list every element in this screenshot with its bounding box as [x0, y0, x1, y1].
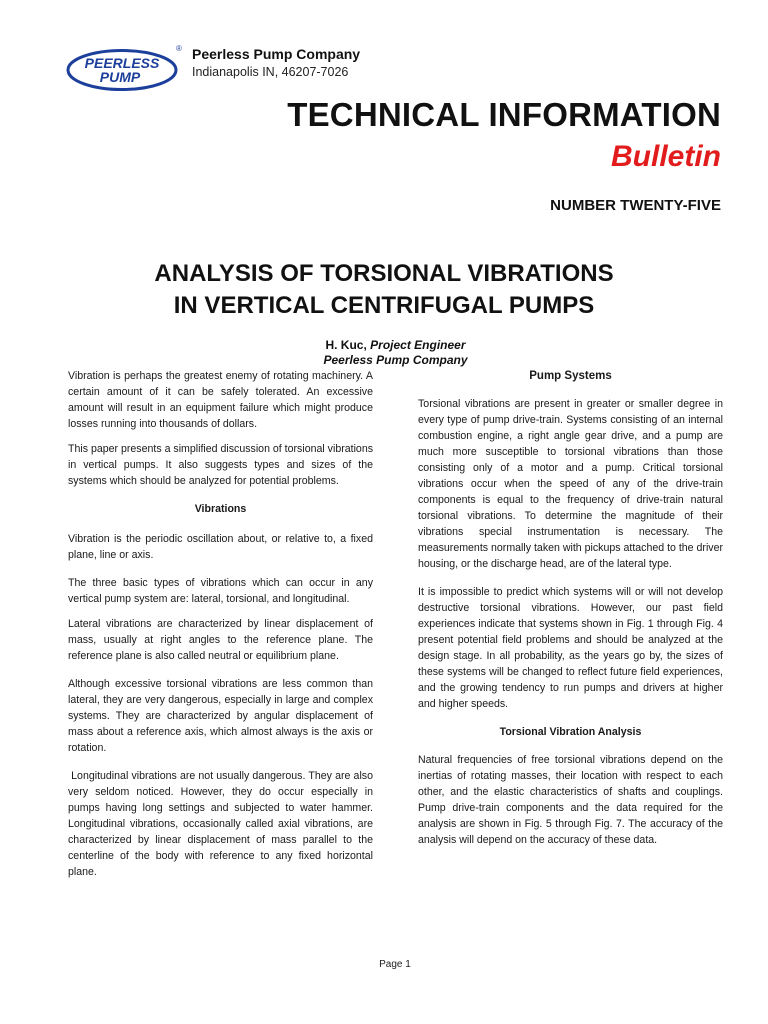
masthead-title: TECHNICAL INFORMATION: [287, 96, 721, 133]
paragraph: The three basic types of vibrations which can occur in any vertical pump system are: lateral, torsional, and longitudinal.: [68, 577, 373, 605]
registered-mark: ®: [176, 44, 182, 53]
logo-text-top: PEERLESS: [84, 55, 160, 71]
section-heading-torsional-analysis: Torsional Vibration Analysis: [499, 726, 642, 738]
paragraph: Torsional vibrations are present in greater or smaller degree in every type of pump drive-train. Systems consisting of an internal combustion engine, a right angle gear drive, and a pump are much more susceptible to torsional vibrations than those consisting only of a motor and a pump. Critical torsional vibrations occur when the speed of any of the drive-train components is equal to the frequency of drive-train natural torsional vibrations. To determine the magnitude of their vibrations special instrumentation is necessary. The measurements normally taken with pickups attached to the driver housing, or the discharge head, are of the lateral type.: [418, 398, 724, 570]
peerless-pump-logo: [66, 49, 178, 91]
section-heading-pump-systems: Pump Systems: [529, 370, 612, 382]
article-title-line2: IN VERTICAL CENTRIFUGAL PUMPS: [173, 292, 595, 319]
article-title-line1: ANALYSIS OF TORSIONAL VIBRATIONS: [154, 260, 614, 287]
paragraph: Longitudinal vibrations are not usually dangerous. They are also very seldom noticed. However, they do occur especially in pumps having long settings and subjected to water hammer. Longitudinal vibrations, occasionally called axial vibrations, are characterized by linear displacement of mass parallel to the centerline of the body with reference to any fixed horizontal plane.: [68, 770, 376, 878]
paragraph: Natural frequencies of free torsional vibrations depend on the inertias of rotating masses, their location with respect to each other, and the elastic characteristics of shafts and couplings. Pump drive-train components and the data required for the analysis are shown in Fig. 5 through Fig. 7. The accuracy of the analysis will depend on the accuracy of these data.: [418, 754, 723, 846]
left-column: [68, 368, 376, 889]
author-name: H. Kuc,: [325, 338, 371, 352]
company-address: Indianapolis IN, 46207-7026: [192, 65, 349, 79]
paragraph: Vibration is perhaps the greatest enemy of rotating machinery. A certain amount of it can be safely tolerated. An excessive amount will result in an equipment failure which might produce losses running into thousands of dollars.: [68, 370, 373, 430]
author-block: [0, 338, 768, 368]
logo-text-bottom: PUMP: [99, 69, 141, 85]
paragraph: Vibration is the periodic oscillation about, or relative to, a fixed plane, line or axis.: [68, 533, 373, 561]
page-number: Page 1: [379, 959, 411, 970]
paragraph: This paper presents a simplified discussion of torsional vibrations in vertical pumps. It also suggests types and sizes of the systems which should be analyzed for potential problems.: [68, 443, 374, 487]
author-line: [0, 338, 768, 353]
article-title: [0, 258, 768, 322]
bulletin-number: NUMBER TWENTY-FIVE: [550, 197, 721, 214]
paragraph: It is impossible to predict which systems will or will not develop destructive torsional vibrations. However, our past field experiences indicate that systems shown in Fig. 1 through Fig. 4 present potential field problems and should be analyzed at the design stage. In all probability, as the years go by, the sizes of these systems will be changed to reflect future field experiences, and the growing tendency to run pumps and drivers at higher and higher speeds.: [418, 586, 723, 710]
paragraph: Although excessive torsional vibrations are less common than lateral, they are very dangerous, especially in large and complex systems. They are characterized by angular displacement of mass about a reference axis, which almost always is the axis or rotation.: [68, 678, 373, 754]
masthead-subtitle: Bulletin: [611, 140, 721, 173]
section-heading-vibrations: Vibrations: [194, 503, 247, 515]
paragraph: Lateral vibrations are characterized by linear displacement of mass, usually at right angles to the reference plane. The reference plane is also called neutral or equilibrium plane.: [68, 618, 373, 662]
author-role: Project Engineer: [370, 338, 466, 352]
company-name: Peerless Pump Company: [192, 46, 361, 62]
right-column: [418, 368, 723, 857]
author-company: Peerless Pump Company: [323, 353, 468, 367]
